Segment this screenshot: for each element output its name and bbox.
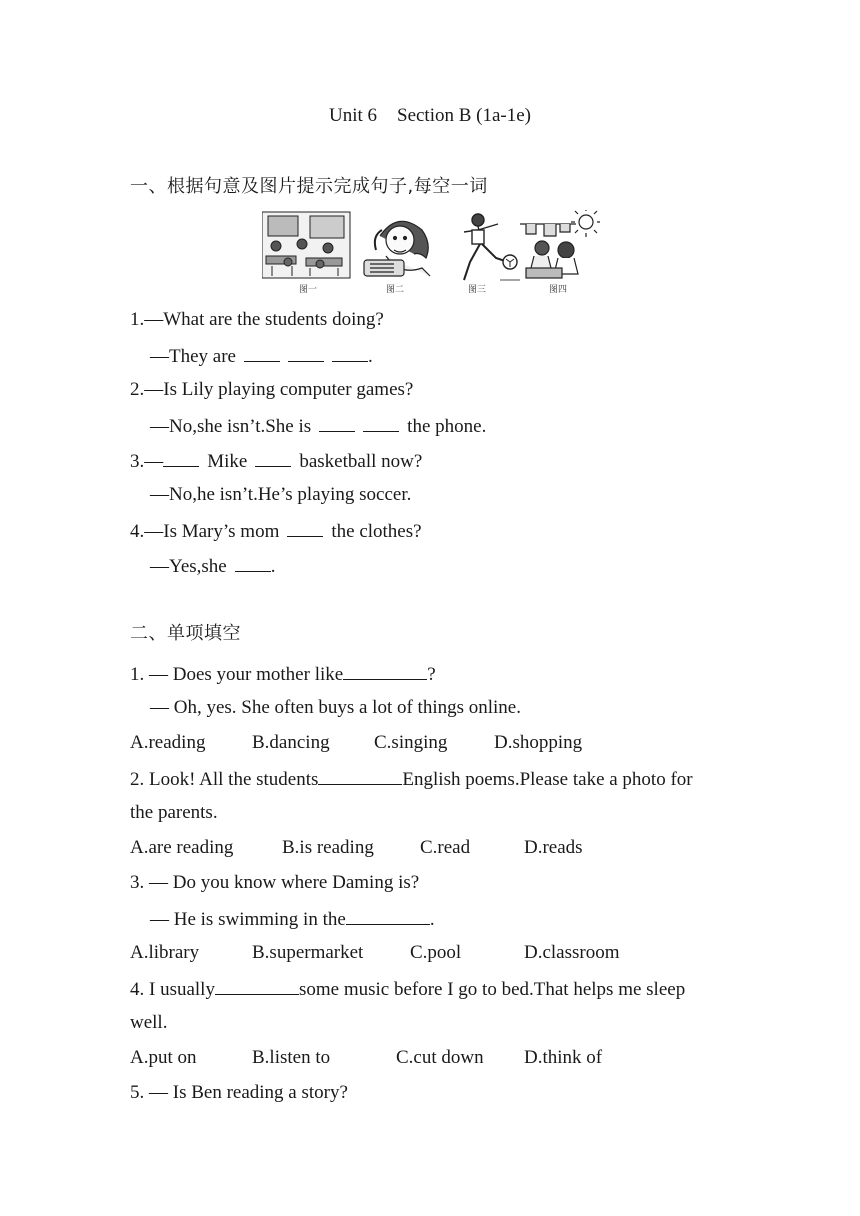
p1-q1-answer bbox=[150, 343, 373, 369]
p2-q3-reply bbox=[150, 906, 435, 932]
answer-blank[interactable] bbox=[235, 553, 271, 572]
p1-q1-answer-text: —They are bbox=[150, 346, 236, 367]
p2-q3-question: 3. — Do you know where Daming is? bbox=[130, 872, 420, 893]
answer-blank[interactable] bbox=[332, 343, 368, 362]
p1-q4-answer bbox=[150, 553, 275, 579]
p2-q2-question-cont: the parents. bbox=[130, 802, 218, 823]
p1-q2-question: 2.—Is Lily playing computer games? bbox=[130, 379, 414, 400]
p2-q4-option-c[interactable]: C.cut down bbox=[396, 1047, 484, 1068]
answer-blank[interactable] bbox=[346, 906, 430, 925]
p2-q1-question-end: ? bbox=[427, 664, 436, 685]
girl-phone-illustration bbox=[364, 221, 430, 276]
answer-blank[interactable] bbox=[319, 413, 355, 432]
p2-q3-option-d[interactable]: D.classroom bbox=[524, 942, 620, 963]
p1-q3-question-start: 3.— bbox=[130, 451, 164, 472]
p2-q4-question-end: some music before I go to bed.That helps me sleep bbox=[298, 979, 686, 1000]
p2-q1-question bbox=[130, 661, 436, 687]
p1-q3-question-mid: Mike bbox=[207, 451, 248, 472]
p2-q1-option-c[interactable]: C.singing bbox=[374, 732, 448, 753]
answer-blank[interactable] bbox=[343, 661, 427, 680]
p1-q2-answer-text: —No,she isn’t.She is bbox=[150, 416, 312, 437]
answer-blank[interactable] bbox=[244, 343, 280, 362]
answer-blank[interactable] bbox=[363, 413, 399, 432]
p1-q4-answer-end: . bbox=[270, 556, 276, 577]
classroom-illustration bbox=[262, 212, 350, 278]
picture-strip bbox=[262, 210, 600, 296]
p2-q1-option-d[interactable]: D.shopping bbox=[494, 732, 583, 753]
p1-q4-answer-text: —Yes,she bbox=[150, 556, 227, 577]
page-title bbox=[0, 104, 860, 128]
p2-q4-question-cont: well. bbox=[130, 1012, 168, 1033]
p2-q4-question-start: 4. I usually bbox=[130, 979, 215, 1000]
p2-q4-option-d[interactable]: D.think of bbox=[524, 1047, 603, 1068]
p2-q4-option-b[interactable]: B.listen to bbox=[252, 1047, 331, 1068]
p2-q1-reply: — Oh, yes. She often buys a lot of things online. bbox=[150, 697, 521, 718]
caption-1: 图一 bbox=[298, 285, 317, 295]
p2-q3-option-b[interactable]: B.supermarket bbox=[252, 942, 364, 963]
p1-q4-question-end: the clothes? bbox=[331, 521, 422, 542]
soccer-boy-illustration bbox=[464, 214, 520, 280]
p2-q5-question: 5. — Is Ben reading a story? bbox=[130, 1082, 348, 1103]
part1-heading: 一、根据句意及图片提示完成句子,每空一词 bbox=[130, 176, 488, 197]
p1-q1-question: 1.—What are the students doing? bbox=[130, 309, 384, 330]
unit-label: Unit 6 bbox=[328, 105, 377, 126]
p2-q2-question-start: 2. Look! All the students bbox=[130, 769, 319, 790]
washing-clothes-illustration bbox=[520, 210, 600, 278]
p2-q2-question-end: English poems.Please take a photo for bbox=[402, 769, 693, 790]
p1-q3-question bbox=[130, 448, 422, 474]
p2-q4-option-a[interactable]: A.put on bbox=[130, 1047, 197, 1068]
p1-q3-answer: —No,he isn’t.He’s playing soccer. bbox=[150, 484, 412, 505]
p2-q4-question bbox=[130, 976, 685, 1002]
p2-q3-option-a[interactable]: A.library bbox=[130, 942, 200, 963]
p2-q2-option-b[interactable]: B.is reading bbox=[282, 837, 374, 858]
p2-q2-option-c[interactable]: C.read bbox=[420, 837, 471, 858]
p1-q2-answer bbox=[150, 413, 486, 439]
answer-blank[interactable] bbox=[288, 343, 324, 362]
p2-q1-question-start: 1. — Does your mother like bbox=[130, 664, 344, 685]
p2-q2-option-a[interactable]: A.are reading bbox=[130, 837, 234, 858]
answer-blank[interactable] bbox=[163, 448, 199, 467]
p2-q3-reply-start: — He is swimming in the bbox=[150, 909, 346, 930]
p1-q4-question-start: 4.—Is Mary’s mom bbox=[130, 521, 280, 542]
p1-q4-question bbox=[130, 518, 422, 544]
p2-q1-option-b[interactable]: B.dancing bbox=[252, 732, 330, 753]
caption-2: 图二 bbox=[385, 285, 404, 295]
p1-q2-answer-end: the phone. bbox=[407, 416, 487, 437]
answer-blank[interactable] bbox=[255, 448, 291, 467]
answer-blank[interactable] bbox=[287, 518, 323, 537]
answer-blank[interactable] bbox=[215, 976, 299, 995]
p1-q3-question-end: basketball now? bbox=[299, 451, 423, 472]
p2-q3-reply-end: . bbox=[429, 909, 435, 930]
p2-q1-option-a[interactable]: A.reading bbox=[130, 732, 206, 753]
p1-q1-answer-end: . bbox=[367, 346, 373, 367]
section-label: Section B (1a-1e) bbox=[397, 105, 532, 126]
p2-q2-question bbox=[130, 766, 693, 792]
caption-3: 图三 bbox=[467, 285, 486, 295]
part2-heading: 二、单项填空 bbox=[130, 623, 241, 644]
answer-blank[interactable] bbox=[318, 766, 402, 785]
caption-4: 图四 bbox=[548, 285, 567, 295]
p2-q3-option-c[interactable]: C.pool bbox=[410, 942, 462, 963]
p2-q2-option-d[interactable]: D.reads bbox=[524, 837, 583, 858]
